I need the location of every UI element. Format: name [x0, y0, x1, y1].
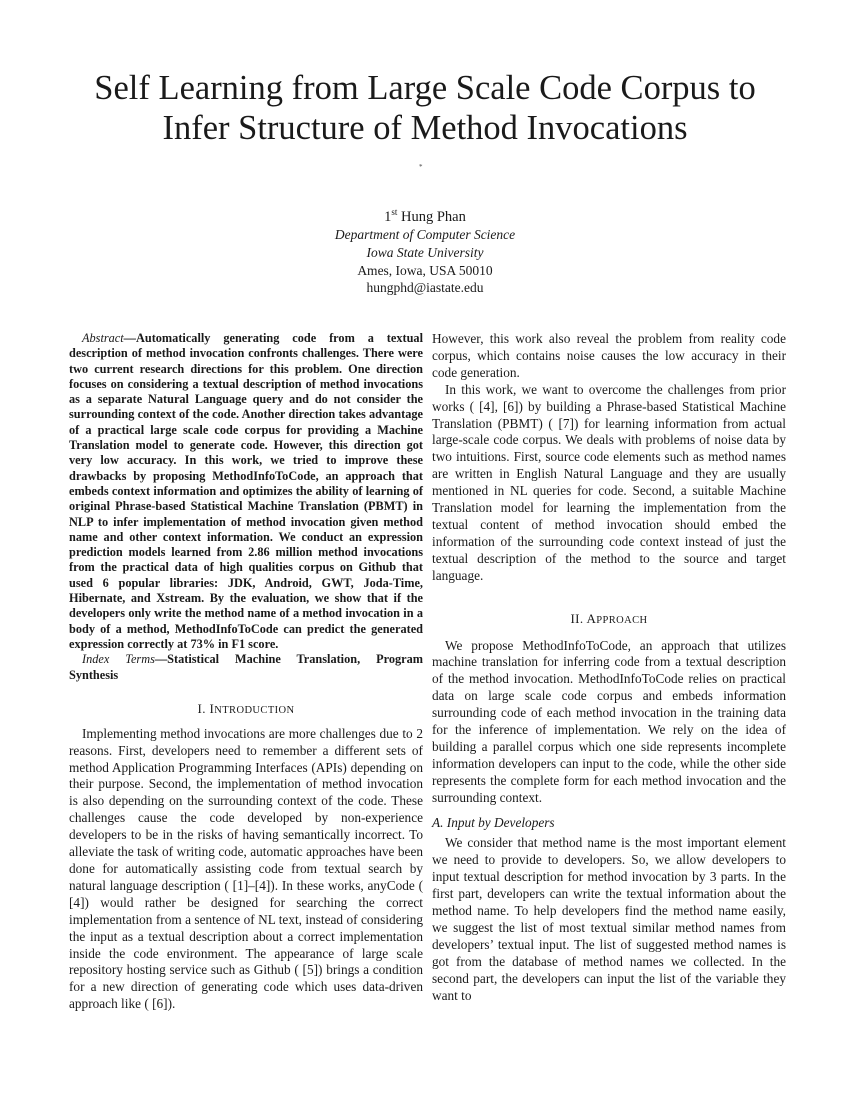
subsection-heading-input-by-developers: A. Input by Developers: [432, 814, 555, 830]
index-terms: [69, 652, 423, 683]
author-address: Ames, Iowa, USA 50010: [357, 262, 493, 278]
section-heading-introduction: [69, 701, 423, 720]
author-department: Department of Computer Science: [334, 227, 516, 243]
abstract-dash: —: [123, 331, 136, 345]
input-paragraph-1: We consider that method name is the most important element we need to provide to developers. So, we allow developers to input textual description for method invocation by 3 parts. In the first part, developers can write the textual information about the method name. To help developers find the method name easily, we suggest the list of most textual similar method names from developers’ textual input. The list of suggested method names is got from the database of method names we collected. In the second part, the developers can input the list of the variable they want to: [432, 835, 786, 1003]
approach-paragraph-1: We propose MethodInfoToCode, an approach that utilizes machine translation for inferring code from a textual description of the method invocation. MethodInfoToCode relies on practical data on large scale code corpus and embeds information surrounding code of each method invocation in the training data for the inference of implementation. We rely on the idea of building a parallel corpus which one side represents incomplete information developers can input to the code, while the other side represents the complete form for each method invocation and the surrounding context.: [432, 637, 786, 805]
abstract: [69, 331, 423, 683]
right-column: [432, 331, 786, 1005]
paper-title: [60, 68, 790, 148]
index-terms-text: Statistical Machine Translation, Program Synthesis: [69, 652, 423, 682]
section-rest: PPROACH: [596, 614, 648, 626]
intro-cont-paragraph-2: In this work, we want to overcome the challenges from prior works ( [4], [6]) by building a Phrase-based Statistical Machine Translation (PBMT) ( [7]) for learning information from actual large-scale code corpus. We deals with problems of noise data by two intuitions. First, source code elements such as method names are written in English Natural Language and they are usually mentioned in NL queries for code. Second, a suitable Machine Translation model for learning the implementation from the textual content of method invocation should embed the information of the surrounding code context instead of just the textual description of the method to the source and target language.: [432, 381, 786, 583]
title-line-2: Infer Structure of Method Invocations: [162, 109, 688, 147]
section-number: II.: [570, 610, 584, 626]
section-first-letter: A: [586, 610, 597, 626]
section-first-letter: I: [209, 700, 215, 716]
author-name: Hung Phan: [401, 208, 466, 225]
section-number: I.: [197, 700, 206, 716]
author-block: [225, 204, 625, 297]
title-line-1: Self Learning from Large Scale Code Corpus to: [94, 69, 756, 107]
intro-paragraph-1: Implementing method invocations are more challenges due to 2 reasons. First, developers need to remember a different sets of method Application Programming Interfaces (APIs) depending on their purpose. Second, the implementation of method invocation is also depending on the surrounding context of the code. These challenges cause the code developed by non-experience developers to be in the risks of having semantically incorrect. To alleviate the task of writing code, automatic approaches have been done for automatically assisting code from textual search by natural language description ( [1]–[4]). In these works, anyCode ( [4]) would rather be designed for searching the correct implementation from a sentence of NL text, instead of considering the input as a textual description about a correct implementation inside the code environment. The appearance of large scale repository hosting service such as Github ( [5]) brings a condition for a new direction of generating code which uses data-driven approach like ( [6]).: [69, 725, 423, 1012]
author-ordinal: 1: [384, 208, 392, 225]
abstract-text: Automatically generating code from a textual description of method invocation confronts challenges. There were two current research directions for this problem. One direction focuses on considering a textual description of method invocations as a separate Natural Language query and do not consider the surrounding context of the code. Another direction takes advantage of a practical large scale code corpus for providing a Machine Translation model to generate code. However, this direction got very low accuracy. In this work, we tried to improve these drawbacks by proposing MethodInfoToCode, an approach that embeds context information and optimizes the ability of learning of original Phrase-based Statistical Machine Translation (PBMT) in NLP to infer implementation of method invocation given method name and other context information. We conduct an expression prediction models learned from 2.86 million method invocations from the practical data of high qualities corpus on Github that used 6 popular libraries: JDK, Android, GWT, Joda-Time, Hibernate, and Xstream. By the evaluation, we show that if the developers only write the method name of a method invocation in a body of a method, MethodInfoToCode can predict the generated expression correctly at 73% in F1 score.: [69, 331, 423, 651]
section-rest: NTRODUCTION: [214, 704, 295, 716]
abstract-label: Abstract: [82, 331, 124, 345]
author-ordinal-sup: st: [391, 207, 398, 217]
index-terms-label: Index Terms: [82, 652, 155, 667]
author-email: hungphd@iastate.edu: [366, 280, 484, 296]
intro-cont-paragraph-1: However, this work also reveal the problem from reality code corpus, which contains noise causes the low accuracy in their code generation.: [432, 331, 786, 380]
left-column: [69, 331, 423, 1013]
author-university: Iowa State University: [366, 245, 484, 261]
section-heading-approach: [432, 611, 786, 630]
abstract-paragraph: [69, 331, 423, 652]
author-name-line: [225, 204, 625, 226]
title-footnote-marker: *: [419, 163, 423, 171]
index-terms-dash: —: [154, 652, 168, 667]
